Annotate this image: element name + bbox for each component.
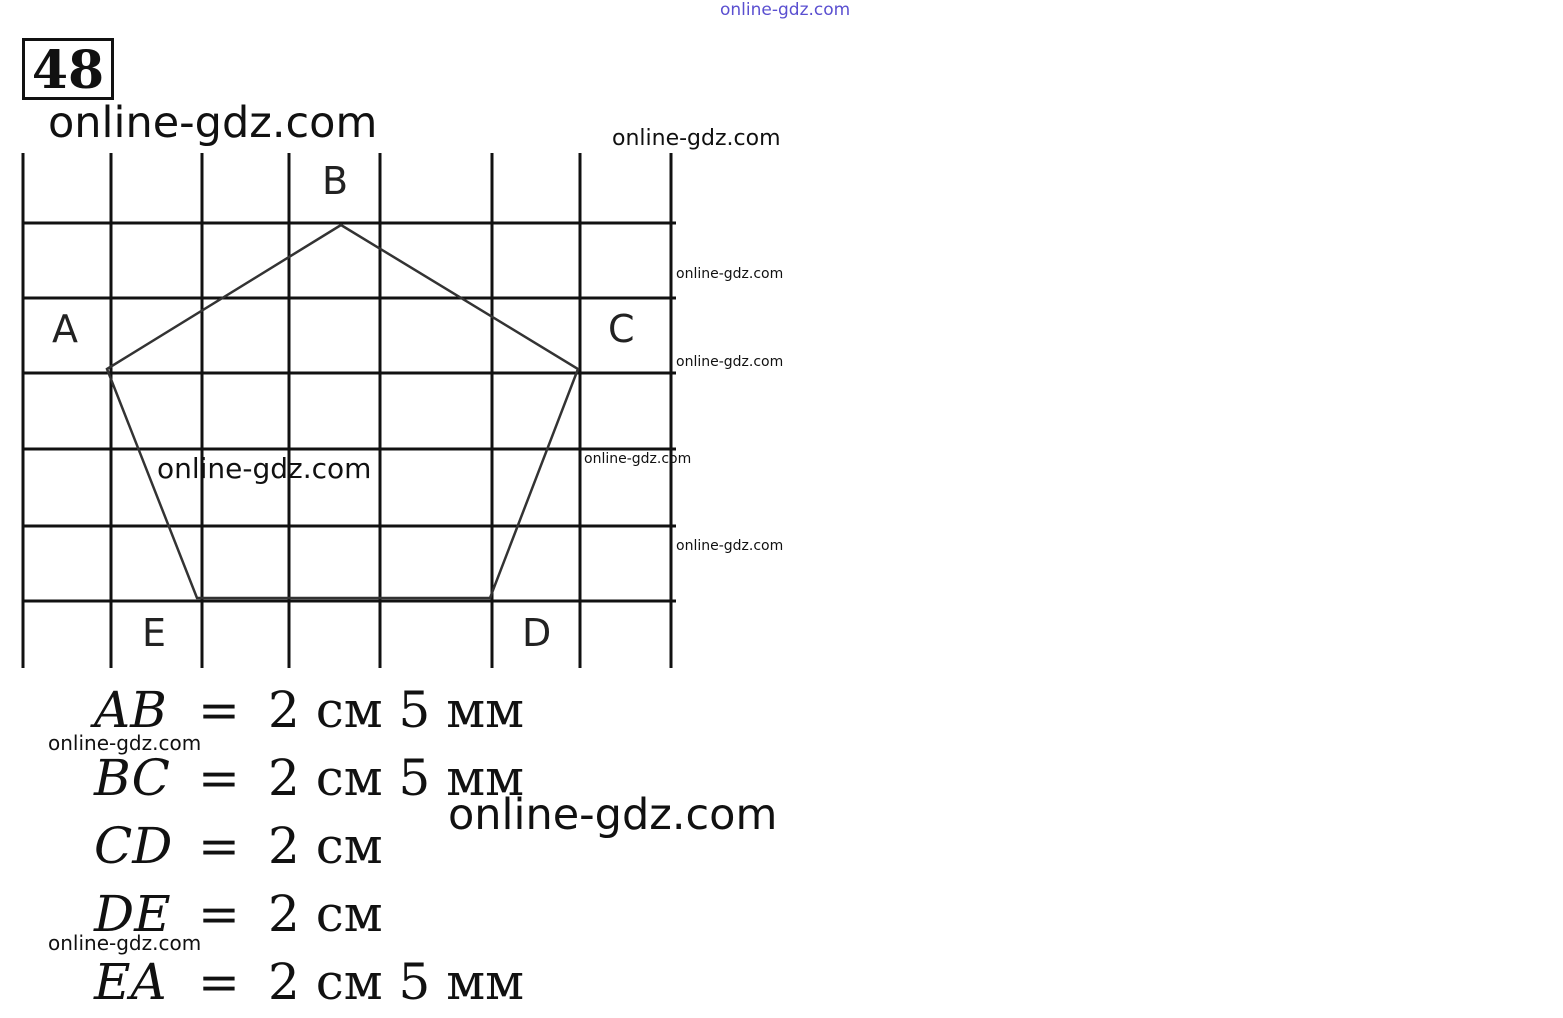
equals-sign: = bbox=[198, 817, 240, 875]
equation-lhs: CD bbox=[94, 817, 173, 875]
equals-sign: = bbox=[198, 953, 240, 1011]
watermark-eq-2: online-gdz.com bbox=[48, 931, 202, 955]
equation-lhs: EA bbox=[94, 953, 167, 1011]
equals-sign: = bbox=[198, 885, 240, 943]
equation-lhs: AB bbox=[94, 681, 167, 739]
vertex-label-a: A bbox=[52, 307, 78, 351]
watermark-side-1: online-gdz.com bbox=[676, 266, 784, 282]
equation-cd bbox=[94, 816, 383, 876]
equation-rhs: 2 см 5 мм bbox=[268, 681, 524, 739]
pentagon-abcde bbox=[107, 225, 578, 598]
vertex-label-d: D bbox=[522, 611, 552, 655]
watermark-upper-right: online-gdz.com bbox=[612, 126, 781, 151]
watermark-big-lower: online-gdz.com bbox=[448, 790, 778, 840]
equation-rhs: 2 см 5 мм bbox=[268, 953, 524, 1011]
equation-ea bbox=[94, 952, 524, 1012]
equals-sign: = bbox=[198, 749, 240, 807]
task-number-box: 48 bbox=[22, 38, 114, 100]
watermark-side-3: online-gdz.com bbox=[584, 451, 692, 467]
equation-rhs: 2 см bbox=[268, 885, 383, 943]
watermark-eq-1: online-gdz.com bbox=[48, 731, 202, 755]
equation-rhs: 2 см bbox=[268, 817, 383, 875]
watermark-side-2: online-gdz.com bbox=[676, 354, 784, 370]
equals-sign: = bbox=[198, 681, 240, 739]
watermark-top: online-gdz.com bbox=[720, 0, 851, 20]
vertex-label-c: C bbox=[608, 307, 635, 351]
watermark-side-4: online-gdz.com bbox=[676, 538, 784, 554]
equation-lhs: DE bbox=[94, 885, 171, 943]
watermark-main: online-gdz.com bbox=[48, 98, 378, 148]
vertex-label-e: E bbox=[142, 611, 167, 655]
equation-rhs: 2 см 5 мм bbox=[268, 749, 524, 807]
pentagon-grid-figure bbox=[0, 0, 800, 680]
equation-lhs: BC bbox=[94, 749, 170, 807]
vertex-label-b: B bbox=[322, 159, 349, 203]
watermark-in-figure: online-gdz.com bbox=[157, 452, 372, 485]
